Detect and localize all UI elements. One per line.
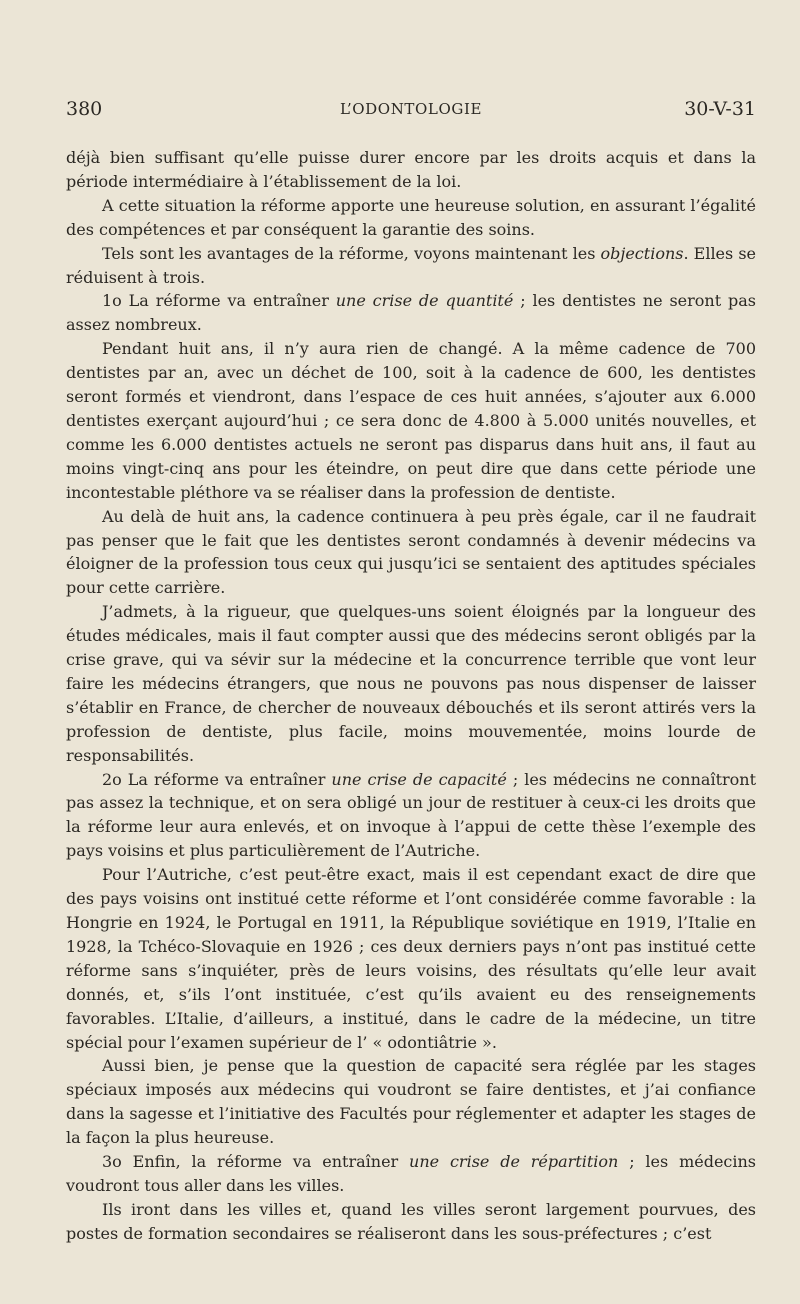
paragraph	[66, 600, 756, 767]
text-run: 3o Enfin, la réforme va entraîner	[102, 1152, 410, 1172]
text-run: Aussi bien, je pense que la question de capacité sera réglée par les stages spéciaux imposés aux médecins qui voudront se faire dentistes, et j’ai confiance dans la sagesse et l’initiative des Facultés pour réglementer et adapter les stages de la façon la plus heureuse.	[66, 1056, 756, 1148]
body-text	[66, 146, 756, 1246]
italic-phrase: objections	[600, 243, 684, 263]
text-run: ; les médecins ne connaîtront pas assez la technique, et on sera obligé un jour de restituer à ceux-ci les droits que la réforme leur aura enlevés, et on invoque à l’appui de cette thèse l’exemple des pays voisins et plus particulièrement de l’Autriche.	[66, 769, 757, 861]
paragraph	[66, 1198, 756, 1246]
paragraph	[66, 1150, 756, 1198]
paragraph	[66, 337, 756, 504]
text-run: 1o La réforme va entraîner	[102, 291, 336, 311]
text-run: J’admets, à la rigueur, que quelques-uns soient éloignés par la longueur des études médicales, mais il faut compter aussi que des médecins seront obligés par la crise grave, qui va sévir sur la médecine et la concurrence terrible que vont leur faire les médecins étrangers, que nous ne pouvons pas nous dispenser de laisser s’établir en France, de chercher de nouveaux débouchés et ils seront attirés vers la profession de dentiste, plus facile, moins mouvementée, moins lourde de responsabilités.	[66, 602, 756, 765]
text-run: ; les médecins voudront tous aller dans les villes.	[66, 1152, 757, 1195]
issue-date: 30-V-31	[684, 98, 756, 120]
text-run: . Elles se réduisent à trois.	[66, 243, 757, 287]
text-run: Pendant huit ans, il n’y aura rien de changé. A la même cadence de 700 dentistes par an, avec un déchet de 100, soit à la cadence de 600, les dentistes seront formés et viendront, dans l’espace de ces huit années, s’ajouter aux 6.000 dentistes exerçant aujourd’hui ; ce sera donc de 4.800 à 5.000 unités nouvelles, et comme les 6.000 dentistes actuels ne seront pas disparus dans huit ans, il faut au moins vingt-cinq ans pour les éteindre, on peut dire que dans cette période une incontestable pléthore va se réaliser dans la profession de dentiste.	[66, 339, 756, 502]
text-run: Au delà de huit ans, la cadence continuera à peu près égale, car il ne faudrait pas penser que le fait que les dentistes seront condamnés à devenir médecins va éloigner de la profession tous ceux qui jusqu’ici se sentaient des aptitudes spéciales pour cette carrière.	[66, 506, 756, 598]
paragraph	[66, 863, 756, 1054]
text-run: Pour l’Autriche, c’est peut-être exact, mais il est cependant exact de dire que des pays voisins ont institué cette réforme et l’ont considérée comme favorable : la Hongrie en 1924, le Portugal en 1911, la République soviétique en 1919, l’Italie en 1928, la Tchéco-Slovaquie en 1926 ; ces deux derniers pays n’ont pas institué cette réforme sans s’inquiéter, près de leurs voisins, des résultats qu’elle leur avait donnés, et, s’ils l’ont instituée, c’est qu’ils avaient eu des renseignements favorables. L’Italie, d’ailleurs, a institué, dans le cadre de la médecine, un titre spécial pour l’examen supérieur de l’ « odontiâtrie ».	[66, 865, 756, 1052]
journal-title: L’ODONTOLOGIE	[339, 100, 483, 118]
paragraph	[66, 768, 756, 864]
paragraph	[66, 194, 756, 242]
text-run: 2o La réforme va entraîner	[102, 769, 332, 789]
paragraph	[66, 505, 756, 601]
paragraph	[66, 289, 756, 337]
italic-phrase: une crise de capacité	[331, 769, 507, 789]
text-run: déjà bien suffisant qu’elle puisse durer encore par les droits acquis et dans la période intermédiaire à l’établissement de la loi.	[66, 148, 756, 191]
italic-phrase: une crise de quantité	[335, 291, 514, 311]
italic-phrase: une crise de répartition	[409, 1152, 619, 1172]
paragraph	[66, 1054, 756, 1150]
text-run: A cette situation la réforme apporte une heureuse solution, en assurant l’égalité des compétences et par conséquent la garantie des soins.	[66, 195, 756, 239]
page-number: 380	[66, 98, 103, 120]
text-run: ; les dentistes ne seront pas assez nombreux.	[66, 291, 757, 335]
text-run: Ils iront dans les villes et, quand les villes seront largement pourvues, des postes de formation secondaires se réaliseront dans les sous-préfectures ; c’est	[66, 1199, 756, 1243]
paragraph	[66, 146, 756, 194]
text-run: Tels sont les avantages de la réforme, voyons maintenant les	[102, 243, 601, 263]
paragraph	[66, 242, 756, 290]
running-header	[66, 98, 756, 128]
